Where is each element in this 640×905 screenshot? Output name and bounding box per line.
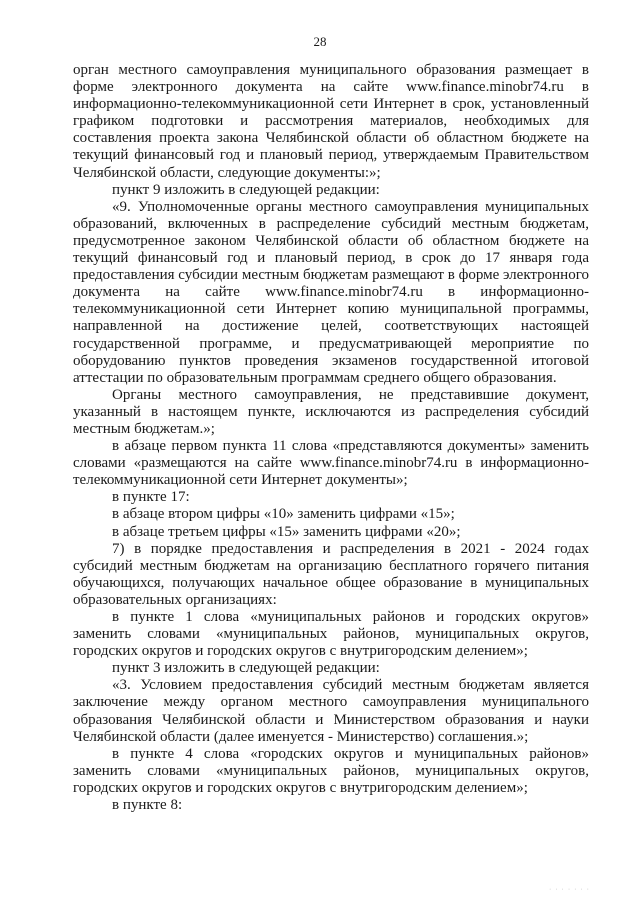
paragraph-section-7: 7) в порядке предоставления и распределения в 2021 - 2024 годах субсидий местным бюджетам на организацию бесплатного горячего питания обучающихся, получающих начальное общее образование в муниципальных образовательных организациях: — [73, 540, 589, 608]
paragraph-item-3-text: «3. Условием предоставления субсидий местным бюджетам является заключение между органом местного самоуправления муниципального образования Челябинской области и Министерством образования и науки Челябинской области (далее именуется - Министерство) соглашения.»; — [73, 677, 589, 745]
paragraph-item-17: в пункте 17: — [112, 489, 190, 506]
paragraph-continuation: орган местного самоуправления муниципального образования размещает в форме электронного документа на сайте www.finance.minobr74.ru в информационно-телекоммуникационной сети Интернет в срок, установленный графиком подготовки и рассмотрения материалов, необходимых для составления проекта закона Челябинской области об областном бюджете на текущий финансовый год и плановый период, утверждаемым Правительством Челябинской области, следующие документы:»; — [73, 62, 589, 181]
paragraph-exclusion: Органы местного самоуправления, не представившие документ, указанный в настоящем пункте, исключаются из распределения субсидий местным бюджетам.»; — [73, 386, 589, 437]
page-number: 28 — [313, 34, 327, 49]
paragraph-item-3-heading: пункт 3 изложить в следующей редакции: — [112, 660, 380, 677]
paragraph-item-9-heading: пункт 9 изложить в следующей редакции: — [112, 181, 380, 198]
paragraph-item-17-third: в абзаце третьем цифры «15» заменить цифрами «20»; — [112, 523, 461, 540]
paragraph-item-11: в абзаце первом пункта 11 слова «представляются документы» заменить словами «размещаются на сайте www.finance.minobr74.ru в информационно-телекоммуникационной сети Интернет документы»; — [73, 438, 589, 489]
paragraph-item-9-text: «9. Уполномоченные органы местного самоуправления муниципальных образований, включенных в распределение субсидий местным бюджетам, предусмотренное законом Челябинской области об областном бюджете на текущий финансовый год и плановый период, в срок до 17 января года предоставления субсидии местным бюджетам размещают в форме электронного документа на сайте www.finance.minobr74.ru в информационно-телекоммуникационной сети Интернет копию муниципальной программы, направленной на достижение целей, соответствующих настоящей государственной программе, и предусматривающей мероприятие по оборудованию пунктов проведения экзаменов государственной итоговой аттестации по образовательным программам среднего общего образования. — [73, 198, 589, 386]
paragraph-item-4: в пункте 4 слова «городских округов и муниципальных районов» заменить словами «муниципальных районов, муниципальных округов, городских округов и городских округов с внутригородским делением»; — [73, 745, 589, 796]
paragraph-item-17-second: в абзаце втором цифры «10» заменить цифрами «15»; — [112, 506, 455, 523]
scan-watermark: · · · · · · · — [549, 886, 590, 893]
paragraph-item-8: в пункте 8: — [112, 797, 183, 814]
paragraph-item-1: в пункте 1 слова «муниципальных районов и городских округов» заменить словами «муниципальных районов, муниципальных округов, городских округов и городских округов с внутригородским делением»; — [73, 609, 589, 660]
document-body — [73, 62, 589, 814]
